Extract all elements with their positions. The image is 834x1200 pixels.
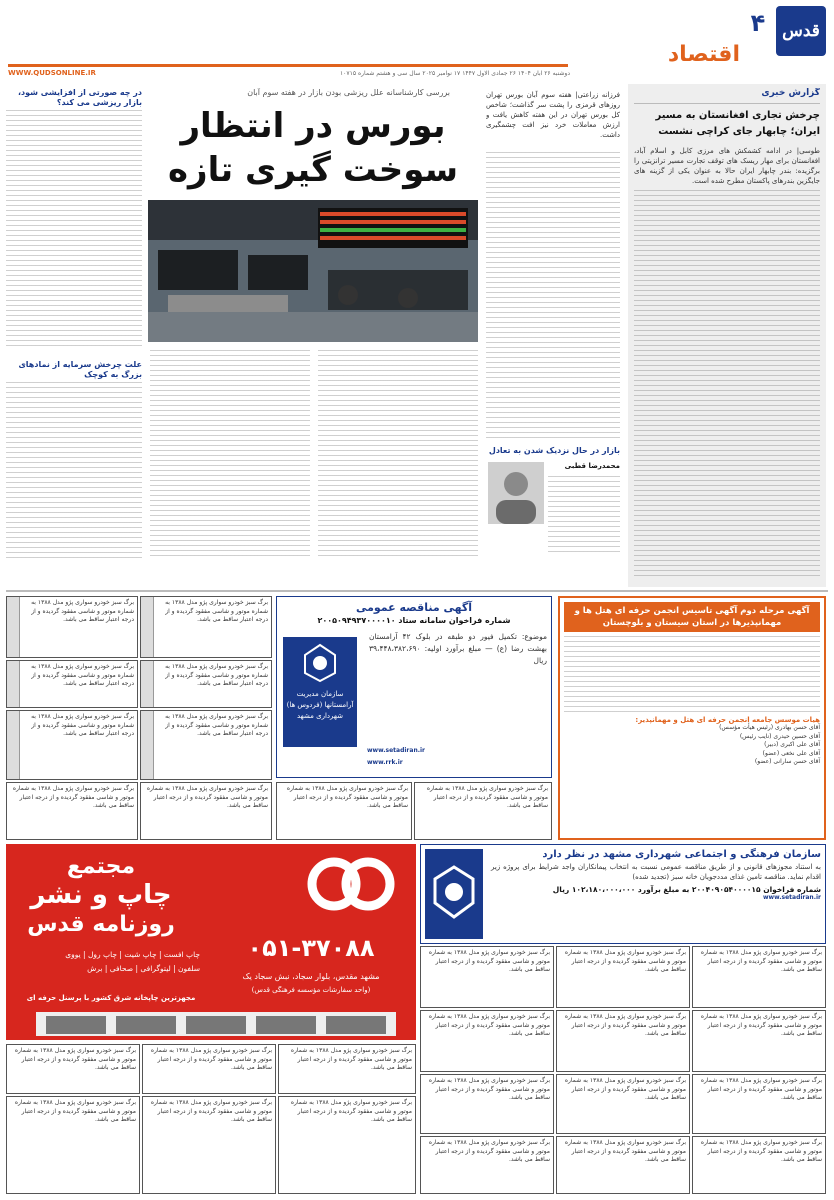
print-title-2: چاپ و نشر [30, 880, 172, 910]
photo-illustration [148, 200, 478, 342]
classified-left-6: برگ سبز خودرو سواری پژو مدل ۱۳۸۸ به شماره موتور و شاسی مفقود گردیده و از درجه اعتبار ساقط می باشد. [140, 710, 272, 780]
ads-divider [6, 590, 828, 592]
hotel-association-ad [558, 596, 826, 840]
issue-meta: دوشنبه ۲۶ آبان ۱۴۰۴ ۲۶ جمادی الاول ۱۴۴۷ ۱۷ نوامبر ۲۰۲۵ سال سی و هشتم شماره ۱۰۷۱۵ [339, 70, 570, 77]
classified-left-4: برگ سبز خودرو سواری پژو مدل ۱۳۸۸ به شماره موتور و شاسی مفقود گردیده و از درجه اعتبار ساقط می باشد. [140, 660, 272, 708]
mashhad-emblem-icon [295, 643, 345, 683]
hotel-member-1: آقای حسن بهادری (رئیس هیأت مؤسس) [719, 724, 820, 731]
print-phone[interactable]: ۰۵۱-۳۷۰۸۸ [247, 934, 375, 962]
classified-row-1: برگ سبز خودرو سواری پژو مدل ۱۳۸۸ به شماره موتور و شاسی مفقود گردیده و از درجه اعتبار ساقط می باشد. [6, 782, 138, 840]
print-shop-ad [6, 844, 416, 1040]
tender-title: آگهی مناقصه عمومی [355, 601, 473, 614]
subhead-left-mid: علت چرخش سرمایه از نمادهای بزرگ به کوچک [18, 360, 142, 379]
tender-body: موضوع: تکمیل فیور دو طبقه در بلوک ۴۲ آرامستان بهشت رضا (ع) — مبلغ برآورد اولیه: ۳۹،۴۴۸،۳۸۲،۶۹۰ ریال [369, 632, 548, 665]
classified-grid-5: برگ سبز خودرو سواری پژو مدل ۱۳۸۸ به شماره موتور و شاسی مفقود گردیده و از درجه اعتبار ساقط می باشد. [556, 1010, 690, 1072]
sidebar-body-text [634, 190, 820, 580]
article-headline[interactable]: بورس در انتظار سوخت گیری تازه [167, 106, 459, 190]
service-roll: چاپ رول [87, 950, 118, 959]
classified-grid-9: برگ سبز خودرو سواری پژو مدل ۱۳۸۸ به شماره موتور و شاسی مفقود گردیده و از درجه اعتبار ساقط می باشد. [278, 1044, 416, 1094]
classified-row-3: برگ سبز خودرو سواری پژو مدل ۱۳۸۸ به شماره موتور و شاسی مفقود گردیده و از درجه اعتبار ساقط می باشد. [276, 782, 412, 840]
tender-site-label[interactable]: www.setadiran.ir [367, 747, 426, 754]
hotel-member-2: آقای حسین حیدری (نایب رئیس) [739, 732, 820, 740]
expert-name: محمدرضا قطبی [564, 462, 620, 470]
culture-title: سازمان فرهنگی و اجتماعی شهرداری مشهد در نظر دارد [542, 849, 821, 860]
avatar-icon [488, 462, 544, 524]
masthead [0, 0, 834, 82]
article-text-col2 [318, 350, 478, 560]
website-link[interactable]: WWW.QUDSONLINE.IR [8, 69, 96, 77]
sidebar-headline[interactable]: چرخش تجاری افغانستان به مسیر ایران؛ چابهار جای کراچی نشست [655, 110, 820, 137]
culture-logo [425, 849, 483, 939]
culture-site[interactable]: www.setadiran.ir [762, 894, 821, 901]
print-note: (واحد سفارشات مؤسسه فرهنگی قدس) [251, 986, 371, 994]
tender-org: سازمان مدیریت آرامستانها (فردوس ها) شهرداری مشهد [286, 690, 354, 720]
classified-grid-18: برگ سبز خودرو سواری پژو مدل ۱۳۸۸ به شماره موتور و شاسی مفقود گردیده و از درجه اعتبار ساقط می باشد. [692, 1136, 826, 1194]
classified-grid-6: برگ سبز خودرو سواری پژو مدل ۱۳۸۸ به شماره موتور و شاسی مفقود گردیده و از درجه اعتبار ساقط می باشد. [692, 1010, 826, 1072]
hotel-member-5: آقای حسن سارانی (عضو) [754, 758, 820, 765]
left-col-text1 [6, 110, 142, 350]
classified-grid-1: برگ سبز خودرو سواری پژو مدل ۱۳۸۸ به شماره موتور و شاسی مفقود گردیده و از درجه اعتبار ساقط می باشد. [420, 946, 554, 1008]
tender-number: شماره فراخوان سامانه ستاد ۲۰۰۵۰۹۴۹۳۷۰۰۰۰۱۰ [317, 616, 511, 625]
classified-grid-17: برگ سبز خودرو سواری پژو مدل ۱۳۸۸ به شماره موتور و شاسی مفقود گردیده و از درجه اعتبار ساقط می باشد. [556, 1136, 690, 1194]
classified-row-4: برگ سبز خودرو سواری پژو مدل ۱۳۸۸ به شماره موتور و شاسی مفقود گردیده و از درجه اعتبار ساقط می باشد. [414, 782, 552, 840]
print-logo [306, 854, 396, 914]
culture-body: به استناد مجوزهای قانونی و از طریق مناقصه عمومی نسبت به انتخاب پیمانکاران واجد شرایط برای پروژه زیر اقدام نماید. مناقصه تامین غذای مددجویان خانه سبز (تجدید شده) [491, 863, 821, 881]
classified-left-3: برگ سبز خودرو سواری پژو مدل ۱۳۸۸ به شماره موتور و شاسی مفقود گردیده و از درجه اعتبار ساقط می باشد. [6, 660, 138, 708]
culture-tender-ad [420, 844, 826, 944]
classified-grid-15: برگ سبز خودرو سواری پژو مدل ۱۳۸۸ به شماره موتور و شاسی مفقود گردیده و از درجه اعتبار ساقط می باشد. [278, 1096, 416, 1194]
classified-grid-11: برگ سبز خودرو سواری پژو مدل ۱۳۸۸ به شماره موتور و شاسی مفقود گردیده و از درجه اعتبار ساقط می باشد. [556, 1074, 690, 1134]
qp-logo-icon [306, 854, 396, 914]
article-kicker: بررسی کارشناسانه علل ریزشی بودن بازار در هفته سوم آبان [247, 88, 450, 97]
expert-photo [488, 462, 544, 524]
classified-left-5: برگ سبز خودرو سواری پژو مدل ۱۳۸۸ به شماره موتور و شاسی مفقود گردیده و از درجه اعتبار ساقط می باشد. [6, 710, 138, 780]
print-title-3: روزنامه قدس [27, 912, 175, 937]
page-number: ۴ [750, 9, 766, 37]
classified-grid-7: برگ سبز خودرو سواری پژو مدل ۱۳۸۸ به شماره موتور و شاسی مفقود گردیده و از درجه اعتبار ساقط می باشد. [6, 1044, 140, 1094]
classified-left-1: برگ سبز خودرو سواری پژو مدل ۱۳۸۸ به شماره موتور و شاسی مفقود گردیده و از درجه اعتبار ساقط می باشد. [6, 596, 138, 658]
printing-press-icon [36, 1008, 396, 1038]
classified-grid-14: برگ سبز خودرو سواری پژو مدل ۱۳۸۸ به شماره موتور و شاسی مفقود گردیده و از درجه اعتبار ساقط می باشد. [142, 1096, 276, 1194]
hotel-members-title: هیات موسس جامعه انجمن حرفه ای هتل و مهمانپذیر: [635, 716, 820, 724]
service-binding: صحافی [109, 964, 134, 973]
printing-press-image [36, 1008, 396, 1038]
classified-grid-2: برگ سبز خودرو سواری پژو مدل ۱۳۸۸ به شماره موتور و شاسی مفقود گردیده و از درجه اعتبار ساقط می باشد. [556, 946, 690, 1008]
article-lead: فرزانه زراعتی| هفته سوم آبان بورس تهران روزهای قرمزی را پشت سر گذاشت؛ شاخص کل بورس تهران در این هفته کاهش یافت و ارزش معاملات خرد نیز افت چشمگیری داشت. [486, 91, 620, 139]
classified-grid-10: برگ سبز خودرو سواری پژو مدل ۱۳۸۸ به شماره موتور و شاسی مفقود گردیده و از درجه اعتبار ساقط می باشد. [420, 1074, 554, 1134]
classified-grid-13: برگ سبز خودرو سواری پژو مدل ۱۳۸۸ به شماره موتور و شاسی مفقود گردیده و از درجه اعتبار ساقط می باشد. [6, 1096, 140, 1194]
classified-grid-3: برگ سبز خودرو سواری پژو مدل ۱۳۸۸ به شماره موتور و شاسی مفقود گردیده و از درجه اعتبار ساقط می باشد. [692, 946, 826, 1008]
left-col-text2 [6, 382, 142, 560]
article-text-col1 [486, 152, 620, 440]
print-address: مشهد مقدس، بلوار سجاد، نبش سجاد یک [242, 972, 380, 981]
tender-org-box [283, 637, 357, 747]
print-services: چاپ افست | چاپ شیت | چاپ رول | یووی سلفون | لیتوگرافی | صحافی | برش [65, 950, 200, 973]
section-title: اقتصاد [667, 42, 740, 67]
service-cellophane: سلفون [178, 964, 200, 973]
newspaper-logo: قدس [776, 6, 826, 56]
tender-site2-label[interactable]: www.rrk.ir [367, 759, 403, 766]
service-cutting: برش [87, 964, 103, 973]
article-text-col3 [150, 350, 310, 560]
print-title-1: مجتمع [66, 854, 136, 879]
classified-grid-8: برگ سبز خودرو سواری پژو مدل ۱۳۸۸ به شماره موتور و شاسی مفقود گردیده و از درجه اعتبار ساقط می باشد. [142, 1044, 276, 1094]
print-slogan: مجهزترین چاپخانه شرق کشور با پرسنل حرفه ای [26, 994, 196, 1002]
header-rule [8, 64, 568, 67]
sidebar-label: گزارش خبری [634, 88, 820, 104]
hotel-ad-title: آگهی مرحله دوم آگهی تاسیس انجمن حرفه ای هتل ها و مهمانپذیرها در استان سیستان و بلوچستان [564, 602, 820, 632]
mashhad-emblem-icon-2 [425, 863, 483, 923]
classified-grid-12: برگ سبز خودرو سواری پژو مدل ۱۳۸۸ به شماره موتور و شاسی مفقود گردیده و از درجه اعتبار ساقط می باشد. [692, 1074, 826, 1134]
service-uv: یووی [65, 950, 81, 959]
expert-box [486, 446, 620, 560]
service-offset: چاپ افست [163, 950, 200, 959]
hotel-ad-body [564, 636, 820, 712]
hotel-member-3: آقای علی اکبری (دبیر) [764, 741, 820, 748]
service-sheet: چاپ شیت [124, 950, 157, 959]
classified-grid-16: برگ سبز خودرو سواری پژو مدل ۱۳۸۸ به شماره موتور و شاسی مفقود گردیده و از درجه اعتبار ساقط می باشد. [420, 1136, 554, 1194]
sidebar-report [628, 84, 826, 587]
subhead-left-top: در چه صورتی از افزایشی شود، بازار ریزشی می کند؟ [17, 88, 142, 107]
classified-row-2: برگ سبز خودرو سواری پژو مدل ۱۳۸۸ به شماره موتور و شاسی مفقود گردیده و از درجه اعتبار ساقط می باشد. [140, 782, 272, 840]
subhead-balance: بازار در حال نزدیک شدن به تعادل [488, 446, 620, 455]
tender-ad [276, 596, 552, 778]
classified-left-2: برگ سبز خودرو سواری پژو مدل ۱۳۸۸ به شماره موتور و شاسی مفقود گردیده و از درجه اعتبار ساقط می باشد. [140, 596, 272, 658]
hotel-member-4: آقای علی نخعی (عضو) [762, 749, 820, 757]
service-litho: لیتوگرافی [140, 964, 171, 973]
stock-exchange-photo [148, 200, 478, 342]
sidebar-lead: طوسی| در ادامه کشمکش های مرزی کابل و اسلام آباد، افغانستان برای مهار ریسک های توقف تجارت مسیر ترانزیتی را برگزیده: بندر چابهار ایران حالا به عنوان یکی از گزینه های جایگزین بندرهای پاکستان مطرح شده است. [634, 147, 820, 185]
classified-grid-4: برگ سبز خودرو سواری پژو مدل ۱۳۸۸ به شماره موتور و شاسی مفقود گردیده و از درجه اعتبار ساقط می باشد. [420, 1010, 554, 1072]
expert-quote [548, 476, 620, 556]
culture-number: شماره فراخوان ۲۰۰۴۰۹۰۵۴۰۰۰۰۱۵ به مبلغ برآورد ۱۰۲،۱۸۰،۰۰۰،۰۰۰ ریال [552, 885, 821, 894]
